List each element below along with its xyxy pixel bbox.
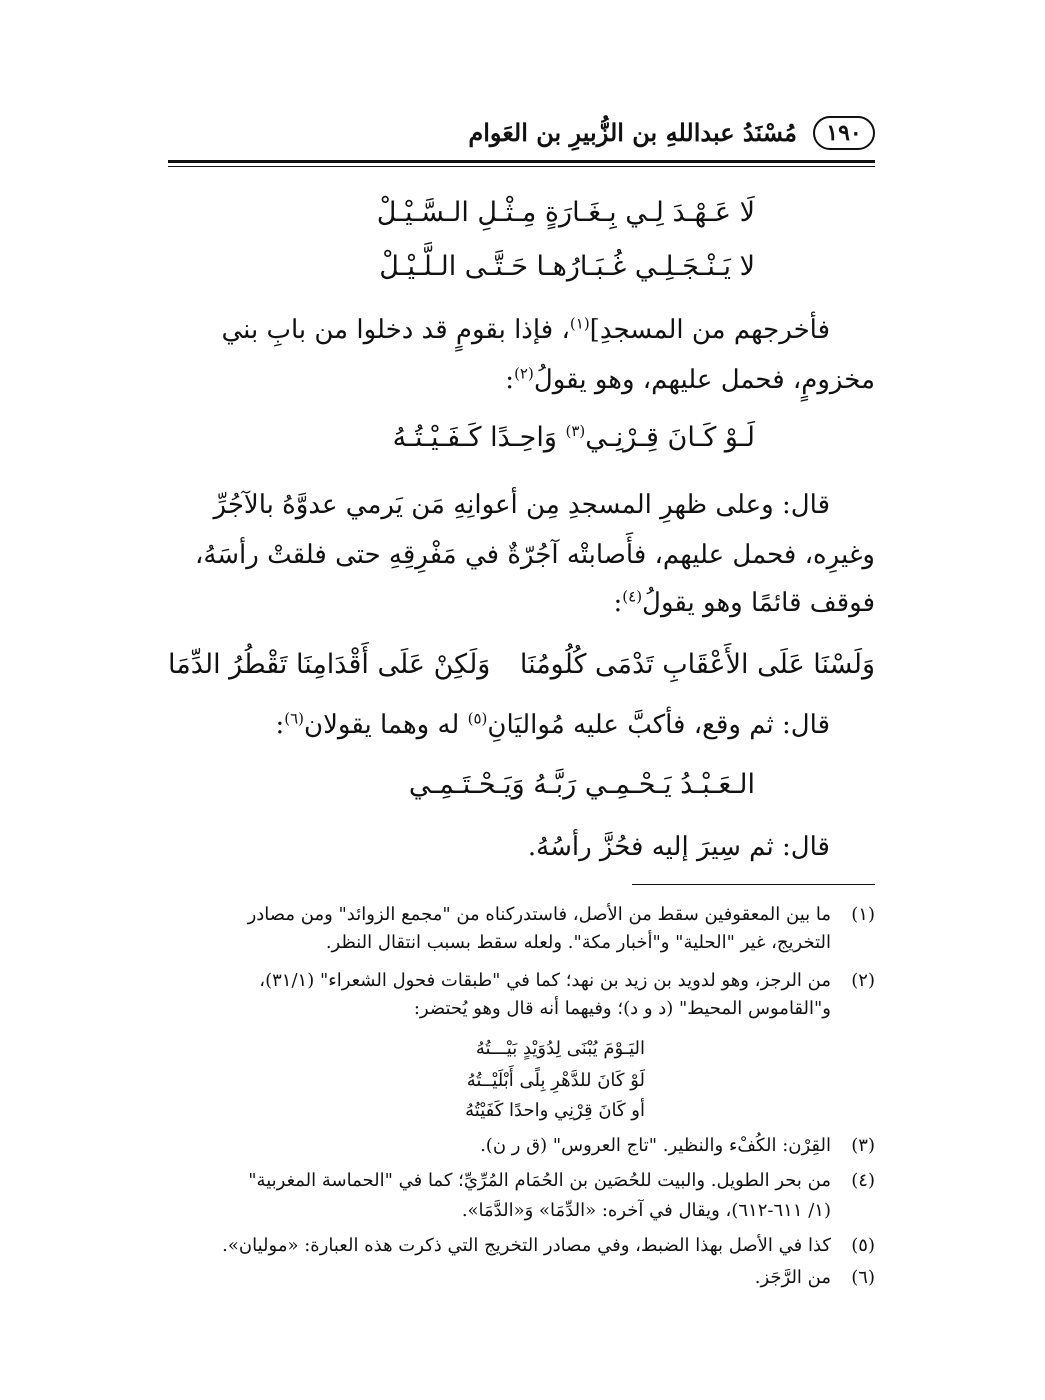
footnote-text: من الرَّجَز. [754, 1267, 831, 1288]
text-segment: وَاحِـدًا كَـفَـيْـتُـهُ [392, 422, 557, 453]
text-segment: مخزومٍ، فحمل عليهم، وهو يقولُ [533, 365, 875, 395]
text-segment: لَـوْ كَـانَ قِـرْنِـي [585, 422, 755, 453]
verse-line-2: لا يَـنْـجَـلِـي غُـبَـارُهـا حَـتَّـى الـلَّـيْـلْ [379, 251, 755, 282]
footnote-number: (١) [851, 904, 875, 925]
paragraph-1-line-2 [505, 360, 875, 400]
paragraph-2-line-1: قال: وعلى ظهرِ المسجدِ مِن أعوانِهِ مَن يَرمي عدوَّهُ بالآجُرِّ [213, 490, 830, 520]
text-segment: له وهما يقولان [303, 710, 460, 740]
footnote-2-line-2: و"القاموس المحيط" (د و د)؛ وفيهما أنه قال وهو يُحتضر: [413, 998, 831, 1019]
text-segment: ، فإذا بقومٍ قد دخلوا من بابِ بني [221, 315, 570, 345]
text-segment: : [505, 365, 515, 395]
footnote-number: (٣) [851, 1135, 875, 1156]
paragraph-1-line-1 [221, 310, 830, 350]
footnote-2-poem-line-2: لَوْ كَانَ للدَّهْرِ بِلًى أَبْلَيْــتُهُ [466, 1070, 645, 1091]
footnote-1-line-2: التخريج، غير "الحلية" و"أخبار مكة". ولعله سقط بسبب انتقال النظر. [325, 932, 831, 953]
header-rule-thin [168, 166, 875, 167]
footnote-number: (٥) [851, 1235, 875, 1256]
footnote-2-poem-line-3: أو كَانَ قِرْنِي واحدًا كَفَيْتُهُ [465, 1100, 645, 1121]
footnote-text: القِرْن: الكُفْء والنظير. "تاج العروس" (ق ر ن). [480, 1135, 831, 1156]
footnote-ref[interactable]: (٦) [284, 709, 304, 728]
running-title: مُسْنَدُ عبداللهِ بن الزُّبيرِ بن العَوام [468, 118, 797, 147]
page-header [168, 112, 875, 156]
text-segment: : [275, 710, 285, 740]
verse-4-left-hemistich: وَلَكِنْ عَلَى أَقْدَامِنَا تَقْطُرُ الدِّمَا [168, 649, 491, 680]
footnote-text: من بحر الطويل. والبيت للحُصَين بن الحُمَام المُرِّيِّ؛ كما في "الحماسة المغربية" [248, 1170, 831, 1191]
footnote-text: ما بين المعقوفين سقط من الأصل، فاستدركناه من "مجمع الزوائد" ومن مصادر [247, 904, 831, 925]
footnote-number: (٢) [851, 970, 875, 991]
text-segment: : [613, 588, 623, 618]
verse-4-right-hemistich: وَلَسْنَا عَلَى الأَعْقَابِ تَدْمَى كُلُومُنَا [519, 649, 875, 680]
footnote-separator [632, 884, 875, 885]
footnote-ref[interactable]: (١) [569, 314, 590, 333]
footnote-ref[interactable]: (٢) [514, 364, 534, 383]
footnote-ref[interactable]: (٣) [565, 422, 586, 440]
paragraph-2-line-2: وغيرِه، فحمل عليهم، فأَصابتْه آجُرّةٌ في مَفْرِقِهِ حتى فلقتْ رأسَهُ، [194, 540, 875, 570]
verse-line-5: الـعَـبْـدُ يَـحْـمِـي رَبَّـهُ وَيَـحْـتَـمِـي [408, 769, 755, 800]
footnote-2-poem-line-1: اليَـوْمَ يُبْنَى لِدُوَيْدٍ بَيْـــتُهُ [475, 1038, 645, 1059]
text-segment: فأخرجهم من المسجدِ] [589, 315, 830, 345]
footnote-text: كذا في الأصل بهذا الضبط، وفي مصادر التخريج التي ذكرت هذه العبارة: «موليان». [222, 1235, 831, 1256]
paragraph-3 [275, 705, 830, 745]
footnote-number: (٦) [851, 1267, 875, 1288]
text-segment: فوقف قائمًا وهو يقولُ [642, 588, 875, 618]
paragraph-4: قال: ثم سِيرَ إليه فحُزَّ رأسُهُ. [527, 832, 830, 862]
verse-line-3 [393, 418, 755, 458]
page-number-badge: ١٩٠ [813, 116, 875, 150]
footnote-ref[interactable]: (٤) [622, 587, 643, 606]
header-rule-thick [168, 160, 875, 163]
footnote-number: (٤) [851, 1170, 875, 1191]
footnote-text: من الرجز، وهو لدويد بن زيد بن نهد؛ كما في "طبقات فحول الشعراء" (٣١/١)، [259, 970, 831, 991]
footnote-4-line-2: (١/ ٦١١-٦١٢)، ويقال في آخره: «الدِّمَا» وَ«الدَّمَا». [461, 1200, 831, 1221]
text-segment: قال: ثم وقع، فأكبَّ عليه مُواليَانِ [487, 710, 830, 740]
verse-line-1: لَا عَـهْـدَ لِـي بِـغَـارَةٍ مِـثْـلِ الـسَّـيْـلْ [376, 197, 755, 228]
footnote-ref[interactable]: (٥) [467, 709, 488, 728]
paragraph-2-line-3 [614, 583, 876, 623]
